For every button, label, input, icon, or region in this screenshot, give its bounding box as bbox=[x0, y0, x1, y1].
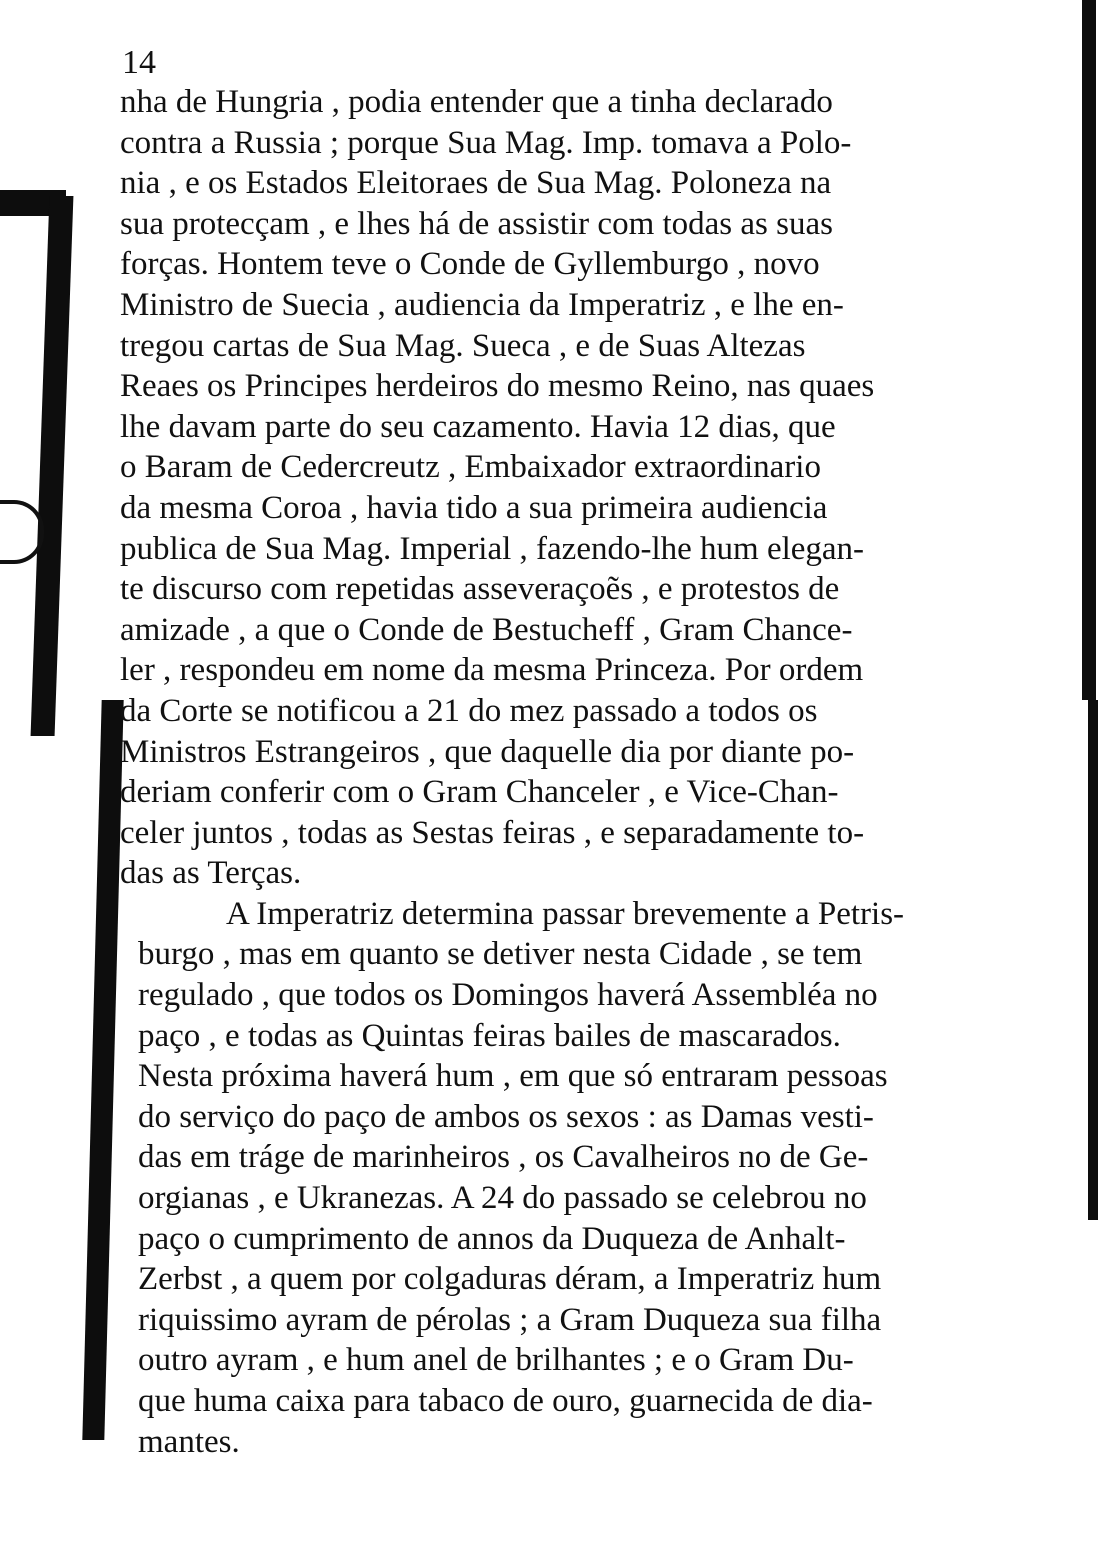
text-line: das as Terças. bbox=[120, 855, 302, 892]
paragraph-2 bbox=[138, 894, 1038, 1462]
text-line: amizade , a que o Conde de Bestucheff , Gram Chance- bbox=[120, 611, 853, 648]
text-line: o Baram de Cedercreutz , Embaixador extraordinario bbox=[120, 449, 821, 486]
text-line: paço , e todas as Quintas feiras bailes de mascarados. bbox=[138, 1017, 841, 1054]
text-line: celer juntos , todas as Sestas feiras , e separadamente to- bbox=[120, 814, 865, 851]
text-line: do serviço do paço de ambos os sexos : as Damas vesti- bbox=[138, 1098, 874, 1135]
article-text bbox=[120, 82, 1038, 1462]
paragraph-1 bbox=[120, 82, 1038, 894]
text-line: que huma caixa para tabaco de ouro, guarnecida de dia- bbox=[138, 1383, 873, 1419]
text-line: regulado , que todos os Domingos haverá Assembléa no bbox=[138, 977, 878, 1014]
text-line: Ministro de Suecia , audiencia da Imperatriz , e lhe en- bbox=[120, 286, 844, 323]
text-line: deriam conferir com o Gram Chanceler , e Vice-Chan- bbox=[120, 774, 839, 811]
scan-left-vertical-bar bbox=[31, 196, 74, 736]
text-line: paço o cumprimento de annos da Duqueza de Anhalt- bbox=[138, 1220, 846, 1257]
text-line: outro ayram , e hum anel de brilhantes ; e o Gram Du- bbox=[138, 1342, 854, 1379]
text-line: nia , e os Estados Eleitoraes de Sua Mag. Poloneza na bbox=[120, 165, 832, 202]
page-number: 14 bbox=[122, 44, 156, 81]
text-line: da Corte se notificou a 21 do mez passado a todos os bbox=[120, 692, 818, 729]
text-line: Reaes os Principes herdeiros do mesmo Reino, nas quaes bbox=[120, 368, 875, 405]
text-line: Nesta próxima haverá hum , em que só entraram pessoas bbox=[138, 1058, 888, 1095]
text-line: tregou cartas de Sua Mag. Sueca , e de Suas Altezas bbox=[120, 327, 806, 364]
text-line: publica de Sua Mag. Imperial , fazendo-lhe hum elegan- bbox=[120, 530, 865, 567]
text-line: A Imperatriz determina passar brevemente a Petris- bbox=[226, 895, 905, 932]
text-line: ler , respondeu em nome da mesma Princeza. Por ordem bbox=[120, 652, 864, 689]
text-line: das em tráge de marinheiros , os Cavalheiros no de Ge- bbox=[138, 1139, 869, 1176]
text-line: Ministros Estrangeiros , que daquelle dia por diante po- bbox=[120, 733, 855, 770]
text-line: riquissimo ayram de pérolas ; a Gram Duqueza sua filha bbox=[138, 1301, 882, 1338]
text-line: contra a Russia ; porque Sua Mag. Imp. tomava a Polo- bbox=[120, 124, 852, 161]
text-line: nha de Hungria , podia entender que a tinha declarado bbox=[120, 84, 833, 120]
text-line: mantes. bbox=[138, 1423, 240, 1460]
text-line: orgianas , e Ukranezas. A 24 do passado se celebrou no bbox=[138, 1180, 867, 1217]
scan-right-edge-bar-lower bbox=[1088, 700, 1098, 1220]
text-line: Zerbst , a quem por colgaduras déram, a Imperatriz hum bbox=[138, 1261, 882, 1298]
text-line: lhe davam parte do seu cazamento. Havia 12 dias, que bbox=[120, 408, 836, 445]
text-line: forças. Hontem teve o Conde de Gyllemburgo , novo bbox=[120, 246, 820, 283]
text-line: te discurso com repetidas asseveraçoẽs , e protestos de bbox=[120, 571, 840, 608]
text-line: sua protecçam , e lhes há de assistir com todas as suas bbox=[120, 205, 833, 242]
text-line: da mesma Coroa , havia tido a sua primeira audiencia bbox=[120, 489, 828, 526]
text-line: burgo , mas em quanto se detiver nesta Cidade , se tem bbox=[138, 936, 863, 973]
scan-left-vertical-bar-lower bbox=[82, 700, 123, 1440]
scan-right-edge-bar bbox=[1082, 0, 1096, 700]
